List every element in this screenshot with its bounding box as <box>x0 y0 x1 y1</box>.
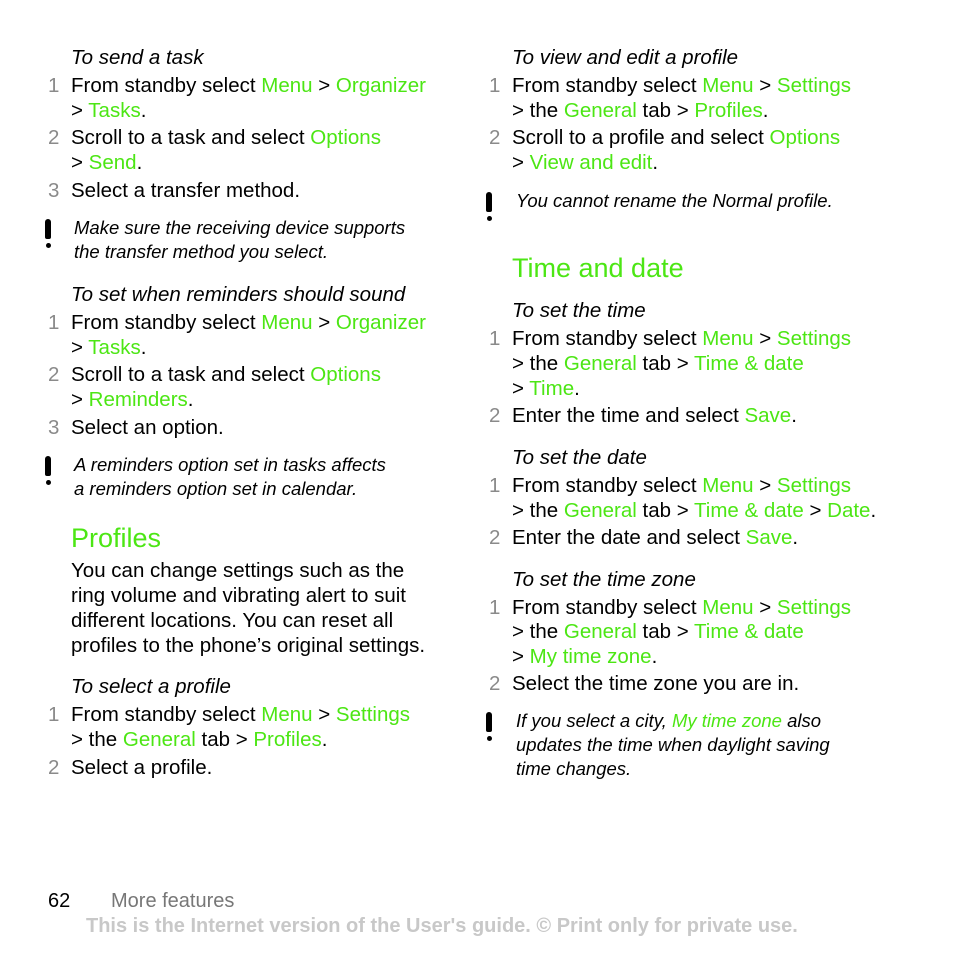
step-number: 2 <box>489 672 501 695</box>
save-link[interactable]: Save <box>744 404 792 427</box>
time-and-date-link[interactable]: Time & date <box>694 499 804 522</box>
note-text: You cannot rename the Normal profile. <box>516 190 833 211</box>
step-text-continued: > the General tab > Time & date <box>512 352 804 375</box>
step-text: From standby select Menu > Settings <box>512 596 851 619</box>
step-number: 1 <box>48 311 60 334</box>
note-text: updates the time when daylight saving <box>516 734 830 755</box>
menu-link[interactable]: Menu <box>702 327 754 350</box>
step-text: From standby select Menu > Settings <box>512 74 851 97</box>
options-link[interactable]: Options <box>310 363 381 386</box>
task-title-send-task: To send a task <box>71 46 204 69</box>
step-number: 1 <box>489 596 501 619</box>
profiles-link[interactable]: Profiles <box>694 99 763 122</box>
step-text: From standby select Menu > Settings <box>512 474 851 497</box>
step-number: 1 <box>48 74 60 97</box>
general-link[interactable]: General <box>563 499 637 522</box>
step-text-continued: > Time. <box>512 377 580 400</box>
organizer-link[interactable]: Organizer <box>335 311 426 334</box>
paragraph-line: different locations. You can reset all <box>71 609 394 632</box>
step-text-continued: > Send. <box>71 151 143 174</box>
general-link[interactable]: General <box>563 99 637 122</box>
step-text-continued: > Tasks. <box>71 99 147 122</box>
step-text: From standby select Menu > Settings <box>71 703 410 726</box>
paragraph-line: You can change settings such as the <box>71 559 405 582</box>
step-number: 2 <box>48 363 60 386</box>
time-link[interactable]: Time <box>529 377 575 400</box>
step-number: 1 <box>489 74 501 97</box>
step-text: Scroll to a task and select Options <box>71 363 381 386</box>
menu-link[interactable]: Menu <box>702 596 754 619</box>
time-and-date-link[interactable]: Time & date <box>694 352 804 375</box>
menu-link[interactable]: Menu <box>261 703 313 726</box>
task-title-set-date: To set the date <box>512 446 647 469</box>
task-title-select-profile: To select a profile <box>71 675 231 698</box>
step-number: 3 <box>48 179 60 202</box>
options-link[interactable]: Options <box>310 126 381 149</box>
step-text: Enter the date and select Save. <box>512 526 799 549</box>
general-link[interactable]: General <box>122 728 196 751</box>
settings-link[interactable]: Settings <box>776 596 851 619</box>
step-text: Select a profile. <box>71 756 213 779</box>
step-text: Scroll to a profile and select Options <box>512 126 841 149</box>
tasks-link[interactable]: Tasks <box>88 336 141 359</box>
menu-link[interactable]: Menu <box>702 474 754 497</box>
menu-link[interactable]: Menu <box>702 74 754 97</box>
save-link[interactable]: Save <box>745 526 793 549</box>
task-title-reminders: To set when reminders should sound <box>71 283 406 306</box>
step-text: From standby select Menu > Organizer <box>71 311 426 334</box>
paragraph-line: profiles to the phone’s original settings. <box>71 634 426 657</box>
step-text: Select the time zone you are in. <box>512 672 800 695</box>
task-title-set-time: To set the time <box>512 299 646 322</box>
step-number: 3 <box>48 416 60 439</box>
date-link[interactable]: Date <box>827 499 871 522</box>
note-text: time changes. <box>516 758 632 779</box>
step-text-continued: > Tasks. <box>71 336 147 359</box>
note-text: A reminders option set in tasks affects <box>74 454 386 475</box>
general-link[interactable]: General <box>563 620 637 643</box>
options-link[interactable]: Options <box>769 126 841 149</box>
reminders-link[interactable]: Reminders <box>88 388 188 411</box>
step-number: 2 <box>489 404 501 427</box>
paragraph-line: ring volume and vibrating alert to suit <box>71 584 407 607</box>
step-text: Scroll to a task and select Options <box>71 126 381 149</box>
step-text-continued: > the General tab > Time & date > Date. <box>512 499 877 522</box>
organizer-link[interactable]: Organizer <box>335 74 426 97</box>
step-number: 2 <box>48 756 60 779</box>
settings-link[interactable]: Settings <box>776 474 851 497</box>
section-name: More features <box>111 890 235 912</box>
profiles-link[interactable]: Profiles <box>253 728 322 751</box>
menu-link[interactable]: Menu <box>261 74 313 97</box>
settings-link[interactable]: Settings <box>335 703 410 726</box>
general-link[interactable]: General <box>563 352 637 375</box>
task-title-set-time-zone: To set the time zone <box>512 568 696 591</box>
note-text: the transfer method you select. <box>74 241 328 262</box>
step-text: From standby select Menu > Settings <box>512 327 851 350</box>
step-text-continued: > the General tab > Profiles. <box>512 99 769 122</box>
settings-link[interactable]: Settings <box>776 74 851 97</box>
my-time-zone-link[interactable]: My time zone <box>529 645 652 668</box>
step-number: 1 <box>489 474 501 497</box>
step-number: 2 <box>489 126 501 149</box>
step-text: Select a transfer method. <box>71 179 301 202</box>
step-number: 1 <box>489 327 501 350</box>
note-text: Make sure the receiving device supports <box>74 217 406 238</box>
section-heading-profiles: Profiles <box>71 523 162 553</box>
menu-link[interactable]: Menu <box>261 311 313 334</box>
step-text-continued: > the General tab > Profiles. <box>71 728 328 751</box>
page-number: 62 <box>48 890 71 912</box>
step-number: 1 <box>48 703 60 726</box>
disclaimer-text: This is the Internet version of the User's guide. © Print only for private use. <box>86 915 798 937</box>
send-link[interactable]: Send <box>88 151 137 174</box>
step-text-continued: > the General tab > Time & date <box>512 620 804 643</box>
note-text: a reminders option set in calendar. <box>74 478 358 499</box>
settings-link[interactable]: Settings <box>776 327 851 350</box>
task-title-view-profile: To view and edit a profile <box>512 46 739 69</box>
step-number: 2 <box>489 526 501 549</box>
step-text: Select an option. <box>71 416 224 439</box>
step-text-continued: > View and edit. <box>512 151 659 174</box>
step-text: From standby select Menu > Organizer <box>71 74 426 97</box>
view-and-edit-link[interactable]: View and edit <box>529 151 653 174</box>
step-text: Enter the time and select Save. <box>512 404 797 427</box>
section-heading-time-and-date: Time and date <box>512 253 684 283</box>
time-and-date-link[interactable]: Time & date <box>694 620 804 643</box>
step-number: 2 <box>48 126 60 149</box>
note-text: If you select a city, My time zone also <box>516 710 822 731</box>
step-text-continued: > Reminders. <box>71 388 194 411</box>
my-time-zone-link[interactable]: My time zone <box>671 710 782 731</box>
tasks-link[interactable]: Tasks <box>88 99 141 122</box>
step-text-continued: > My time zone. <box>512 645 658 668</box>
